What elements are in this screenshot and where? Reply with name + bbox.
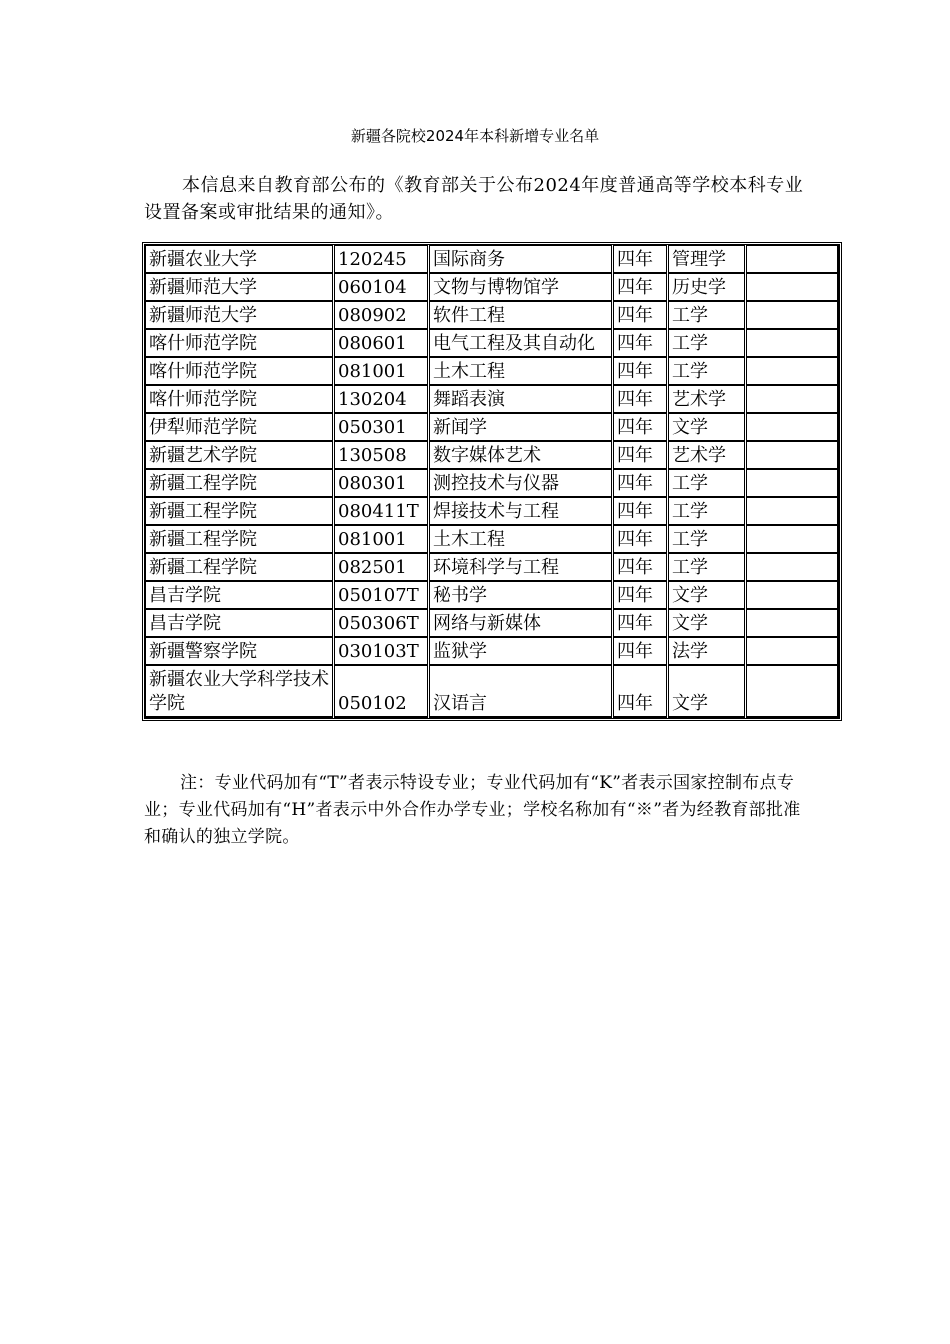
category-cell: 工学 [668, 553, 746, 581]
school-cell: 新疆工程学院 [146, 525, 334, 553]
extra-cell [746, 609, 839, 637]
footnote: 注：专业代码加有“T”者表示特设专业；专业代码加有“K”者表示国家控制布点专业；专业代码加有“H”者表示中外合作办学专业；学校名称加有“※”者为经教育部批准和确认的独立学院。 [144, 773, 801, 847]
years-cell: 四年 [613, 301, 668, 329]
school-cell: 昌吉学院 [146, 609, 334, 637]
category-cell: 艺术学 [668, 441, 746, 469]
school-cell: 新疆警察学院 [146, 637, 334, 665]
years-cell: 四年 [613, 665, 668, 717]
table-row [146, 301, 839, 329]
school-cell: 喀什师范学院 [146, 385, 334, 413]
extra-cell [746, 441, 839, 469]
code-cell: 050107T [334, 581, 429, 609]
school-cell: 新疆农业大学科学技术学院 [146, 665, 334, 717]
extra-cell [746, 469, 839, 497]
extra-cell [746, 246, 839, 274]
table-row [146, 553, 839, 581]
category-cell: 艺术学 [668, 385, 746, 413]
major-cell: 国际商务 [429, 246, 613, 274]
extra-cell [746, 497, 839, 525]
major-cell: 汉语言 [429, 665, 613, 717]
table-row [146, 441, 839, 469]
major-cell: 软件工程 [429, 301, 613, 329]
major-cell: 土木工程 [429, 525, 613, 553]
table-row [146, 273, 839, 301]
major-cell: 监狱学 [429, 637, 613, 665]
table-row [146, 413, 839, 441]
code-cell: 080902 [334, 301, 429, 329]
years-cell: 四年 [613, 273, 668, 301]
majors-table [145, 245, 839, 718]
table-row [146, 637, 839, 665]
major-cell: 网络与新媒体 [429, 609, 613, 637]
category-cell: 管理学 [668, 246, 746, 274]
category-cell: 工学 [668, 525, 746, 553]
years-cell: 四年 [613, 581, 668, 609]
table-row [146, 665, 839, 717]
table-row [146, 525, 839, 553]
category-cell: 法学 [668, 637, 746, 665]
category-cell: 工学 [668, 497, 746, 525]
code-cell: 081001 [334, 525, 429, 553]
school-cell: 新疆工程学院 [146, 553, 334, 581]
code-cell: 030103T [334, 637, 429, 665]
code-cell: 080601 [334, 329, 429, 357]
major-cell: 土木工程 [429, 357, 613, 385]
extra-cell [746, 385, 839, 413]
major-cell: 环境科学与工程 [429, 553, 613, 581]
years-cell: 四年 [613, 357, 668, 385]
extra-cell [746, 301, 839, 329]
years-cell: 四年 [613, 441, 668, 469]
code-cell: 120245 [334, 246, 429, 274]
intro-paragraph: 本信息来自教育部公布的《教育部关于公布2024年度普通高等学校本科专业设置备案或审批结果的通知》。 [144, 175, 804, 223]
category-cell: 文学 [668, 581, 746, 609]
category-cell: 工学 [668, 469, 746, 497]
extra-cell [746, 553, 839, 581]
code-cell: 130508 [334, 441, 429, 469]
table-row [146, 246, 839, 274]
extra-cell [746, 637, 839, 665]
category-cell: 工学 [668, 357, 746, 385]
years-cell: 四年 [613, 553, 668, 581]
major-cell: 焊接技术与工程 [429, 497, 613, 525]
extra-cell [746, 525, 839, 553]
years-cell: 四年 [613, 637, 668, 665]
school-cell: 新疆农业大学 [146, 246, 334, 274]
table-row [146, 329, 839, 357]
table-row [146, 609, 839, 637]
extra-cell [746, 357, 839, 385]
years-cell: 四年 [613, 469, 668, 497]
school-cell: 伊犁师范学院 [146, 413, 334, 441]
school-cell: 新疆师范大学 [146, 301, 334, 329]
years-cell: 四年 [613, 385, 668, 413]
years-cell: 四年 [613, 329, 668, 357]
table-row [146, 497, 839, 525]
table-row [146, 357, 839, 385]
page-title: 新疆各院校2024年本科新增专业名单 [350, 127, 600, 145]
school-cell: 喀什师范学院 [146, 329, 334, 357]
category-cell: 文学 [668, 609, 746, 637]
school-cell: 喀什师范学院 [146, 357, 334, 385]
school-cell: 新疆工程学院 [146, 497, 334, 525]
years-cell: 四年 [613, 497, 668, 525]
table-row [146, 469, 839, 497]
years-cell: 四年 [613, 525, 668, 553]
extra-cell [746, 273, 839, 301]
majors-table-frame [142, 242, 842, 721]
table-row [146, 581, 839, 609]
code-cell: 082501 [334, 553, 429, 581]
code-cell: 080411T [334, 497, 429, 525]
school-cell: 新疆工程学院 [146, 469, 334, 497]
code-cell: 050306T [334, 609, 429, 637]
category-cell: 文学 [668, 665, 746, 717]
major-cell: 电气工程及其自动化 [429, 329, 613, 357]
code-cell: 130204 [334, 385, 429, 413]
school-cell: 新疆师范大学 [146, 273, 334, 301]
school-cell: 新疆艺术学院 [146, 441, 334, 469]
code-cell: 060104 [334, 273, 429, 301]
code-cell: 050102 [334, 665, 429, 717]
category-cell: 工学 [668, 329, 746, 357]
category-cell: 文学 [668, 413, 746, 441]
category-cell: 历史学 [668, 273, 746, 301]
years-cell: 四年 [613, 609, 668, 637]
code-cell: 081001 [334, 357, 429, 385]
major-cell: 测控技术与仪器 [429, 469, 613, 497]
years-cell: 四年 [613, 246, 668, 274]
major-cell: 秘书学 [429, 581, 613, 609]
extra-cell [746, 665, 839, 717]
major-cell: 舞蹈表演 [429, 385, 613, 413]
extra-cell [746, 329, 839, 357]
extra-cell [746, 581, 839, 609]
table-row [146, 385, 839, 413]
major-cell: 文物与博物馆学 [429, 273, 613, 301]
code-cell: 080301 [334, 469, 429, 497]
category-cell: 工学 [668, 301, 746, 329]
code-cell: 050301 [334, 413, 429, 441]
extra-cell [746, 413, 839, 441]
major-cell: 数字媒体艺术 [429, 441, 613, 469]
major-cell: 新闻学 [429, 413, 613, 441]
school-cell: 昌吉学院 [146, 581, 334, 609]
years-cell: 四年 [613, 413, 668, 441]
